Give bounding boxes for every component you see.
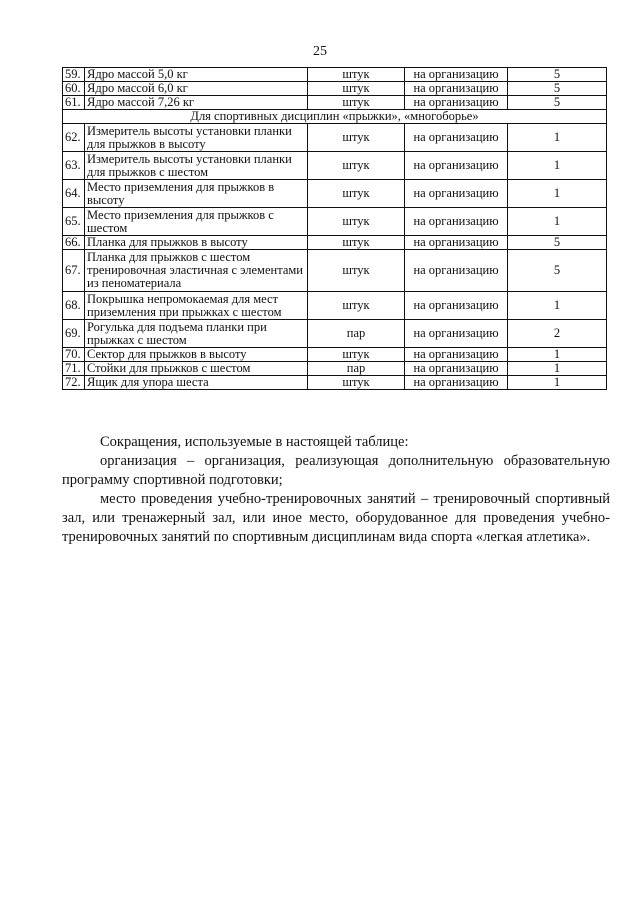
- item-name: Покрышка непромокаемая для мест приземления при прыжках с шестом: [85, 292, 308, 320]
- item-unit: штук: [308, 348, 405, 362]
- item-basis: на организацию: [405, 180, 508, 208]
- item-unit: штук: [308, 96, 405, 110]
- item-basis: на организацию: [405, 348, 508, 362]
- item-quantity: 1: [508, 152, 607, 180]
- item-basis: на организацию: [405, 208, 508, 236]
- item-unit: штук: [308, 236, 405, 250]
- item-name: Измеритель высоты установки планки для прыжков с шестом: [85, 152, 308, 180]
- item-name: Ядро массой 5,0 кг: [85, 68, 308, 82]
- table-row: [63, 320, 607, 348]
- item-quantity: 1: [508, 348, 607, 362]
- item-unit: штук: [308, 376, 405, 390]
- row-number: 61.: [63, 96, 85, 110]
- item-name: Планка для прыжков с шестом тренировочная эластичная с элементами из пеноматериала: [85, 250, 308, 292]
- item-unit: пар: [308, 362, 405, 376]
- row-number: 66.: [63, 236, 85, 250]
- item-quantity: 5: [508, 82, 607, 96]
- equipment-table: [62, 67, 607, 390]
- item-unit: штук: [308, 68, 405, 82]
- item-quantity: 5: [508, 250, 607, 292]
- item-quantity: 5: [508, 236, 607, 250]
- table-row: [63, 96, 607, 110]
- item-name: Стойки для прыжков с шестом: [85, 362, 308, 376]
- row-number: 68.: [63, 292, 85, 320]
- row-number: 65.: [63, 208, 85, 236]
- definition-training-venue: место проведения учебно-тренировочных занятий – тренировочный спортивный зал, или тренажерный зал, или иное место, оборудованное для проведения учебно-тренировочных занятий по спортивным дисциплинам вида спорта «легкая атлетика».: [62, 491, 610, 545]
- item-basis: на организацию: [405, 320, 508, 348]
- row-number: 60.: [63, 82, 85, 96]
- item-quantity: 5: [508, 96, 607, 110]
- item-unit: штук: [308, 180, 405, 208]
- item-unit: штук: [308, 250, 405, 292]
- item-basis: на организацию: [405, 82, 508, 96]
- row-number: 72.: [63, 376, 85, 390]
- page-number: 25: [313, 44, 327, 59]
- table-row: [63, 208, 607, 236]
- row-number: 62.: [63, 124, 85, 152]
- row-number: 64.: [63, 180, 85, 208]
- item-name: Ядро массой 6,0 кг: [85, 82, 308, 96]
- item-basis: на организацию: [405, 68, 508, 82]
- table-row: [63, 180, 607, 208]
- table-row: [63, 124, 607, 152]
- item-name: Место приземления для прыжков с шестом: [85, 208, 308, 236]
- item-basis: на организацию: [405, 376, 508, 390]
- item-quantity: 2: [508, 320, 607, 348]
- abbreviations-notes: [62, 433, 610, 547]
- item-quantity: 5: [508, 68, 607, 82]
- section-row: [63, 110, 607, 124]
- table-row: [63, 376, 607, 390]
- definition-organization: организация – организация, реализующая дополнительную образовательную программу спортивной подготовки;: [62, 453, 610, 488]
- row-number: 59.: [63, 68, 85, 82]
- item-unit: штук: [308, 82, 405, 96]
- notes-heading: Сокращения, используемые в настоящей таблице:: [100, 434, 409, 450]
- item-basis: на организацию: [405, 362, 508, 376]
- table-row: [63, 68, 607, 82]
- row-number: 70.: [63, 348, 85, 362]
- item-unit: штук: [308, 124, 405, 152]
- item-basis: на организацию: [405, 152, 508, 180]
- item-unit: штук: [308, 152, 405, 180]
- item-basis: на организацию: [405, 124, 508, 152]
- table-row: [63, 292, 607, 320]
- item-name: Место приземления для прыжков в высоту: [85, 180, 308, 208]
- item-name: Ящик для упора шеста: [85, 376, 308, 390]
- item-name: Планка для прыжков в высоту: [85, 236, 308, 250]
- row-number: 67.: [63, 250, 85, 292]
- item-quantity: 1: [508, 208, 607, 236]
- table-row: [63, 152, 607, 180]
- item-quantity: 1: [508, 180, 607, 208]
- item-basis: на организацию: [405, 236, 508, 250]
- item-name: Сектор для прыжков в высоту: [85, 348, 308, 362]
- item-name: Измеритель высоты установки планки для прыжков в высоту: [85, 124, 308, 152]
- table-row: [63, 82, 607, 96]
- table-row: [63, 362, 607, 376]
- item-unit: штук: [308, 292, 405, 320]
- item-basis: на организацию: [405, 292, 508, 320]
- item-unit: штук: [308, 208, 405, 236]
- item-quantity: 1: [508, 362, 607, 376]
- table-row: [63, 236, 607, 250]
- row-number: 63.: [63, 152, 85, 180]
- table-row: [63, 250, 607, 292]
- row-number: 71.: [63, 362, 85, 376]
- row-number: 69.: [63, 320, 85, 348]
- item-name: Ядро массой 7,26 кг: [85, 96, 308, 110]
- section-header: Для спортивных дисциплин «прыжки», «многоборье»: [63, 110, 607, 124]
- item-quantity: 1: [508, 376, 607, 390]
- item-basis: на организацию: [405, 250, 508, 292]
- item-basis: на организацию: [405, 96, 508, 110]
- item-quantity: 1: [508, 292, 607, 320]
- item-unit: пар: [308, 320, 405, 348]
- item-name: Рогулька для подъема планки при прыжках с шестом: [85, 320, 308, 348]
- item-quantity: 1: [508, 124, 607, 152]
- table-row: [63, 348, 607, 362]
